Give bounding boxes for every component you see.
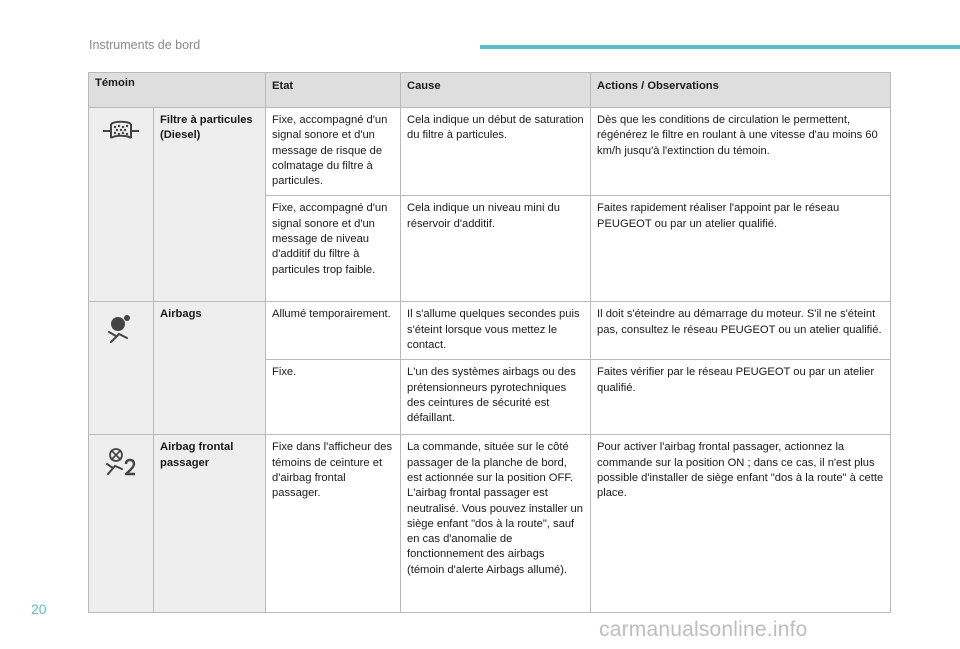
table-row — [89, 302, 891, 360]
icon-cell — [89, 302, 154, 435]
column-header-etat: Etat — [266, 73, 401, 108]
particle-filter-icon — [93, 118, 149, 140]
etat-cell: Fixe dans l'afficheur des témoins de ceinture et d'airbag frontal passager. — [266, 435, 401, 613]
column-header-actions: Actions / Observations — [591, 73, 891, 108]
actions-cell: Faites rapidement réaliser l'appoint par le réseau PEUGEOT ou par un atelier qualifié. — [591, 196, 891, 302]
page-number: 20 — [31, 601, 47, 617]
temoin-name: Airbag frontal passager — [154, 435, 266, 613]
cause-cell: Cela indique un début de saturation du filtre à particules. — [401, 108, 591, 196]
temoin-name: Filtre à particules (Diesel) — [154, 108, 266, 302]
section-title: Instruments de bord — [89, 38, 201, 52]
icon-cell — [89, 108, 154, 302]
table-header-row — [89, 73, 891, 108]
etat-cell: Fixe, accompagné d'un signal sonore et d'un message de niveau d'additif du filtre à particules trop faible. — [266, 196, 401, 302]
table-row — [89, 108, 891, 196]
passenger-airbag-off-icon — [93, 445, 149, 477]
table-row — [89, 435, 891, 613]
actions-cell: Faites vérifier par le réseau PEUGEOT ou par un atelier qualifié. — [591, 360, 891, 435]
column-header-temoin: Témoin — [89, 73, 266, 108]
column-header-cause: Cause — [401, 73, 591, 108]
actions-cell: Dès que les conditions de circulation le permettent, régénérez le filtre en roulant à une vitesse d'au moins 60 km/h jusqu'à l'extinction du témoin. — [591, 108, 891, 196]
warning-lights-table — [88, 72, 891, 613]
cause-cell: Cela indique un niveau mini du réservoir d'additif. — [401, 196, 591, 302]
cause-cell: Il s'allume quelques secondes puis s'éteint lorsque vous mettez le contact. — [401, 302, 591, 360]
actions-cell: Il doit s'éteindre au démarrage du moteur. S'il ne s'éteint pas, consultez le réseau PEUGEOT ou un atelier qualifié. — [591, 302, 891, 360]
watermark: carmanualsonline.info — [599, 618, 808, 641]
airbag-icon — [93, 312, 149, 344]
icon-cell — [89, 435, 154, 613]
cause-cell: L'un des systèmes airbags ou des prétensionneurs pyrotechniques des ceintures de sécurité est défaillant. — [401, 360, 591, 435]
etat-cell: Allumé temporairement. — [266, 302, 401, 360]
etat-cell: Fixe, accompagné d'un signal sonore et d'un message de risque de colmatage du filtre à particules. — [266, 108, 401, 196]
actions-cell: Pour activer l'airbag frontal passager, actionnez la commande sur la position ON ; dans ce cas, il n'est plus possible d'installer de siège enfant "dos à la route" à cette place. — [591, 435, 891, 613]
temoin-name: Airbags — [154, 302, 266, 435]
section-accent-bar — [480, 45, 960, 49]
cause-cell: La commande, située sur le côté passager de la planche de bord, est actionnée sur la position OFF. L'airbag frontal passager est neutralisé. Vous pouvez installer un siège enfant "dos à la route", sauf en cas d'anomalie de fonctionnement des airbags (témoin d'alerte Airbags allumé). — [401, 435, 591, 613]
etat-cell: Fixe. — [266, 360, 401, 435]
